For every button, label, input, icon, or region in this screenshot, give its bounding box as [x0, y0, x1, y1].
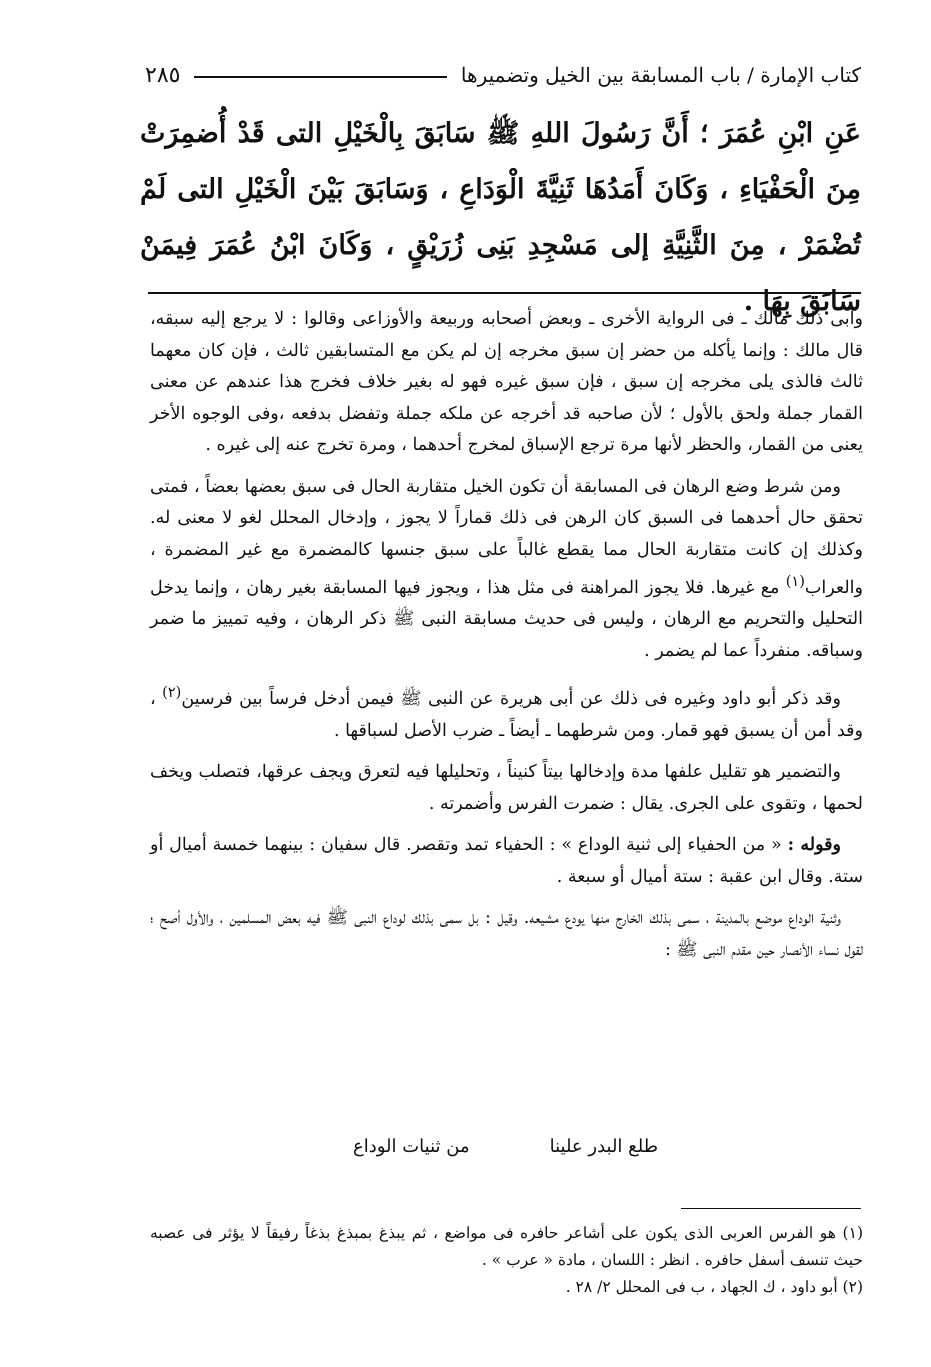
poem-hemistich-second: من ثنيات الوداع: [352, 1136, 470, 1157]
paragraph-text: ومن شرط وضع الرهان فى المسابقة أن تكون الخيل متقاربة الحال فى سبق بعضها بعضاً ، فمتى تحقق حال أحدهما فى السبق كان الرهن فى ذلك قماراً لا يجوز ، وإدخال المحلل لغو لا معنى له. وكذلك إن كانت متقاربة الحال مما يقطع غالباً على سبق جنسها كالمضمرة مع غير المضمرة ، والعراب: [150, 476, 863, 598]
commentary-paragraph: والتضمير هو تقليل علفها مدة وإدخالها بيتاً كنيناً ، وتحليلها فيه لتعرق ويجف عرقها، فتصلب ويخف لحمها ، وتقوى على الجرى. يقال : ضمرت الفرس وأضمرته .: [150, 762, 863, 814]
footnote: (٢) أبو داود ، ك الجهاد ، ب فى المحلل ٢/ ٢٨ .: [565, 1278, 863, 1296]
commentary-paragraph: [150, 830, 863, 893]
running-header: [145, 58, 861, 92]
hadith-text: عَنِ ابْنِ عُمَرَ ؛ أَنَّ رَسُولَ اللهِ ﷺ سَابَقَ بِالْخَيْلِ التى قَدْ أُضمِرَتْ مِنَ الْحَفْيَاءِ ، وَكَانَ أَمَدُهَا ثَنِيَّةَ الْوَدَاعِ ، وَسَابَقَ بَيْنَ الْخَيْلِ التى لَمْ تُضْمَرْ ، مِنَ الثَّنِيَّةِ إلى مَسْجِدِ بَنِى زُرَيْقٍ ، وَكَانَ ابْنُ عُمَرَ فِيمَنْ سَابَقَ بِهَا .: [140, 118, 861, 317]
footnote-ref: (١): [785, 573, 805, 590]
poem-hemistich-first: طلع البدر علينا: [549, 1136, 659, 1157]
header-title: كتاب الإمارة / باب المسابقة بين الخيل وتضميرها: [460, 63, 861, 87]
header-rule: [194, 76, 446, 78]
paragraph-text: « من الحفياء إلى ثنية الوداع » : الحفياء تمد وتقصر. قال سفيان : بينهما خمسة أميال أو ستة. وقال ابن عقبة : ستة أميال أو سبعة .: [150, 835, 863, 887]
commentary: [150, 304, 863, 976]
commentary-paragraph: [150, 677, 863, 747]
footnote-ref: (٢): [162, 684, 182, 702]
commentary-paragraph: وثنية الوداع موضع بالمدينة ، سمى بذلك الخارج منها يودع مشيعه. وقيل : بل سمى بذلك لوداع النبى ﷺ فيه بعض المسلمين ، والأول أصح ؛ لقول نساء الأنصار حين مقدم النبى ﷺ :: [150, 908, 863, 960]
paragraph-text: مع غيرها. فلا يجوز المراهنة فى مثل هذا ، ويجوز فيها المسابقة بغير رهان ، وإنما يدخل التحليل والتحريم مع الرهان ، وليس فى حديث مسابقة النبى ﷺ ذكر الرهان ، وفيه تمييز ما ضمر وسباقه. منفرداً عما لم يضمر .: [150, 577, 863, 661]
footnote: (١) هو الفرس العربى الذى يكون على أشاعر حافره فى مواضع ، ثم يبذغ بمبذغ بذغاً رفيقاً لا يؤثر فى عصبه حيث تنسف أسفل حافره . انظر : اللسان ، مادة « عرب » .: [150, 1224, 863, 1269]
commentary-paragraph: [150, 472, 863, 668]
poem-verse: [150, 1136, 861, 1157]
footnotes: [150, 1220, 863, 1301]
commentary-paragraph: وأبى ذلك مالك ـ فى الرواية الأخرى ـ وبعض أصحابه وربيعة والأوزاعى وقالوا : لا يرجع إليه سبقه، قال مالك : وإنما يأكله من حضر إن سبق مخرجه إن لم يكن مع المتسابقين ثالث ، فإن كان معهما ثالث فالذى يلى مخرجه إن سبق ، فإن سبق غيره فهو له بغير خلاف فخرج هذا عندهم عن معنى القمار جملة ولحق بالأول ؛ لأن صاحبه قد أخرجه عن ملكه جملة وتفضل بدفعه ،وفى الوجوه الأخر يعنى من القمار، والحظر لأنها مرة ترجع الإسباق لمخرج أحدهما ، ومرة تخرج عنه إلى غيره .: [150, 309, 863, 455]
paragraph-text: ، وقد أمن أن يسبق فهو قمار. ومن شرطهما ـ أيضاً ـ ضرب الأصل لسباقها .: [150, 689, 863, 741]
section-divider: [148, 292, 861, 294]
paragraph-text: وقد ذكر أبو داود وغيره فى ذلك عن أبى هريرة عن النبى ﷺ فيمن أدخل فرساً بين فرسين: [181, 689, 841, 710]
page-number: ٢٨٥: [145, 62, 181, 88]
footnote-divider: [681, 1208, 861, 1209]
quote-label: وقوله :: [787, 835, 841, 856]
